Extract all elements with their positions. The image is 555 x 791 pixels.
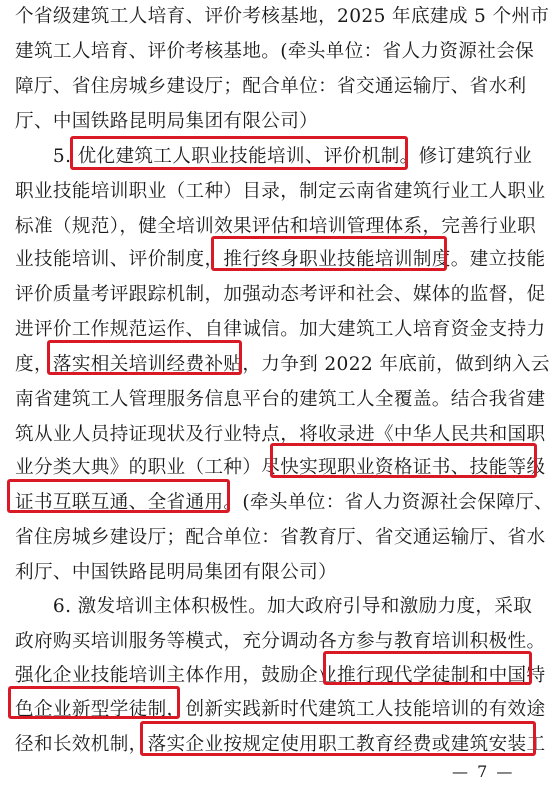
- highlight-box: [47, 340, 242, 375]
- text-line: 评价质量考评跟踪机制，加强动态考评和社会、媒体的监督，促: [15, 284, 546, 305]
- text-line: 色企业新型学徒制，创新实践新时代建筑工人技能培训的有效途: [15, 699, 546, 720]
- text-line: 标准（规范），健全培训效果评估和培训管理体系，完善行业职: [15, 216, 537, 237]
- text-line: 省住房城乡建设厅；配合单位：省教育厅、省交通运输厅、省水: [15, 527, 546, 548]
- text-line: 6. 激发培训主体积极性。加大政府引导和激励力度，采取: [15, 596, 533, 617]
- text-line: 建筑工人培育、评价考核基地。(牵头单位：省人力资源社会保: [15, 41, 535, 62]
- highlight-box: [70, 136, 408, 170]
- highlight-box: [211, 236, 447, 271]
- text-line: 进评价工作规范运作、自律诚信。加大建筑工人培育资金支持力: [15, 319, 546, 340]
- text-line: 障厅、省住房城乡建设厅；配合单位：省交通运输厅、省水利: [15, 76, 527, 97]
- highlight-box: [8, 686, 180, 719]
- highlight-box: [7, 479, 230, 513]
- text-line: 南省建筑工人管理服务信息平台的建筑工人全覆盖。结合我省建: [15, 389, 546, 410]
- text-line: 个省级建筑工人培育、评价考核基地，2025 年底建成 5 个州市: [15, 6, 550, 27]
- text-line: 径和长效机制，落实企业按规定使用职工教育经费或建筑安装工: [15, 734, 546, 755]
- page-number: — 7 —: [452, 762, 515, 781]
- text-line: 筑从业人员持证现状及行业特点，将收录进《中华人民共和国职: [15, 424, 546, 445]
- text-line: 职业技能培训职业（工种）目录，制定云南省建筑行业工人职业: [15, 181, 546, 202]
- highlight-box: [140, 721, 536, 756]
- highlight-box: [270, 443, 537, 478]
- text-line: 强化企业技能培训主体作用，鼓励企业推行现代学徒制和中国特: [15, 665, 546, 686]
- text-line: 业技能培训、评价制度，推行终身职业技能培训制度。建立技能: [15, 249, 546, 270]
- text-line: 5. 优化建筑工人职业技能培训、评价机制。修订建筑行业: [15, 146, 533, 167]
- text-line: 度，落实相关培训经费补贴，力争到 2022 年底前，做到纳入云: [15, 354, 550, 375]
- text-line: 证书互联互通、全省通用。(牵头单位：省人力资源社会保障厅、: [15, 492, 554, 513]
- text-line: 厅、中国铁路昆明局集团有限公司）: [15, 111, 319, 132]
- text-line: 业分类大典》的职业（工种）尽快实现职业资格证书、技能等级: [15, 457, 546, 478]
- highlight-box: [323, 651, 532, 685]
- text-line: 利厅、中国铁路昆明局集团有限公司）: [15, 562, 338, 583]
- text-line: 政府购买培训服务等模式，充分调动各方参与教育培训积极性。: [15, 631, 546, 652]
